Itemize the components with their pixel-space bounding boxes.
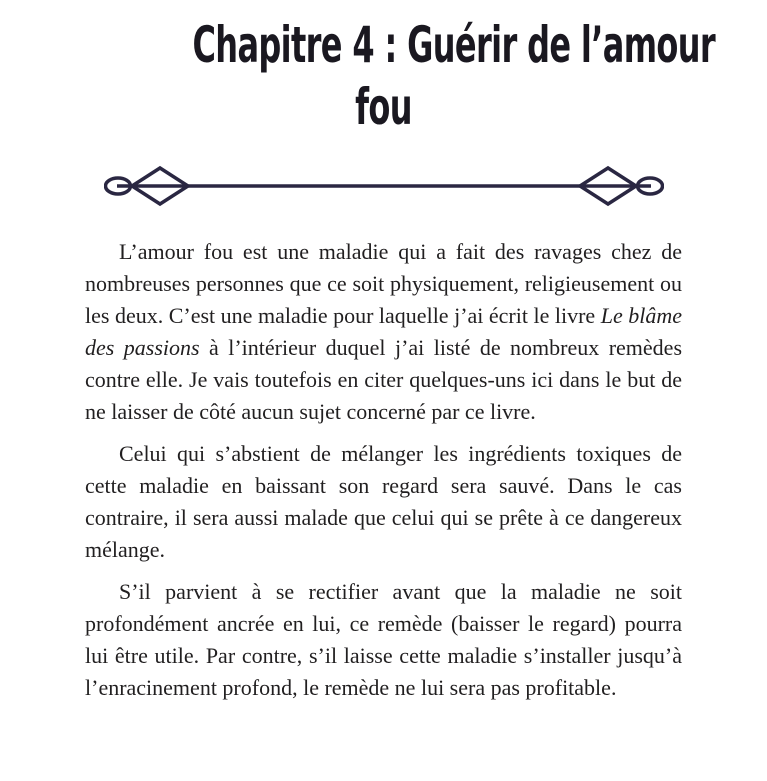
chapter-title-line1: Chapitre 4 : Guérir de l’amour <box>192 16 716 74</box>
text-segment: S’il parvient à se rectifier avant que la maladie ne soit profondément ancrée en lui, ce remède (baisser le regard) pourra lui être utile. Par contre, s’il laisse cette maladie s’installer jusqu’à l’enracinement profond, le remède ne lui sera pas profitable. <box>85 579 682 700</box>
text-segment: à l’intérieur duquel j’ai listé de nombreux remèdes contre elle. Je vais toutefois en citer quelques-uns ici dans le but de ne laisser de côté aucun sujet concerné par ce livre. <box>85 335 683 424</box>
chapter-title <box>192 14 716 138</box>
text-segment: L’amour fou est une maladie qui a fait des ravages chez de nombreuses personnes que ce soit physiquement, religieusement ou les deux. C’est une maladie pour laquelle j’ai écrit le livre <box>85 239 682 328</box>
ornamental-divider <box>104 164 664 208</box>
paragraph <box>85 438 682 566</box>
paragraph <box>85 236 682 428</box>
chapter-title-line2: fou <box>355 78 412 136</box>
book-page <box>0 14 767 781</box>
paragraph <box>85 576 682 704</box>
book-title-italic: Le blâme des passions <box>85 303 682 360</box>
text-segment: Celui qui s’abstient de mélanger les ingrédients toxiques de cette maladie en baissant son regard sera sauvé. Dans le cas contraire, il sera aussi malade que celui qui se prête à ce dangereux mélange. <box>85 441 682 562</box>
chapter-body <box>85 236 682 704</box>
ornamental-divider-icon <box>104 164 664 208</box>
